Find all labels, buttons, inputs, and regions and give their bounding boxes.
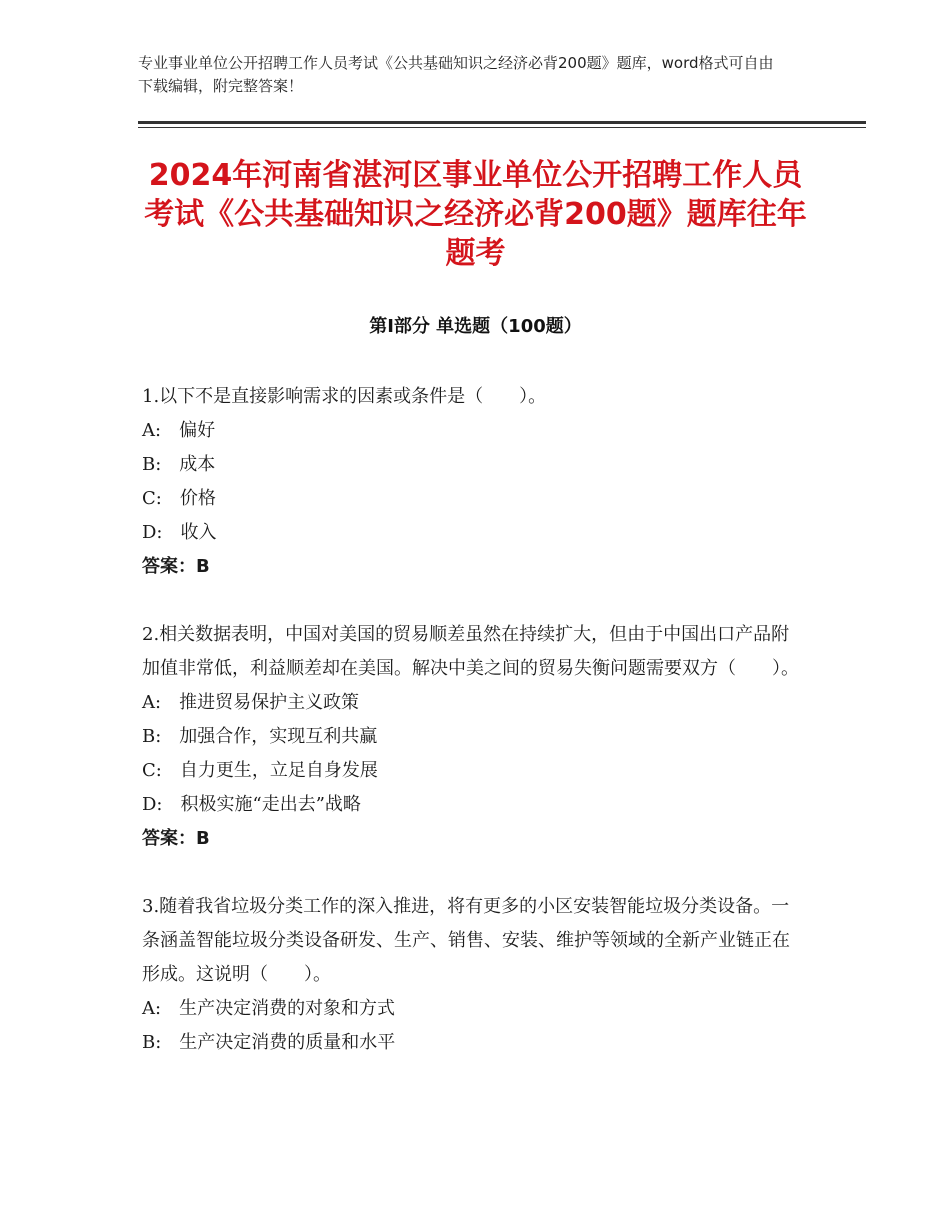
question-list: [142, 380, 802, 1060]
option-b: B: 加强合作，实现互利共赢: [142, 726, 378, 747]
question-stem: 3.随着我省垃圾分类工作的深入推进，将有更多的小区安装智能垃圾分类设备。一条涵盖智能垃圾分类设备研发、生产、销售、安装、维护等领域的全新产业链正在形成。这说明（ ）。: [142, 896, 790, 985]
header-divider-thin: [138, 127, 866, 128]
option-b: B: 生产决定消费的质量和水平: [142, 1032, 396, 1053]
header-note: 专业事业单位公开招聘工作人员考试《公共基础知识之经济必背200题》题库，word格式可自由下载编辑，附完整答案！: [138, 54, 774, 95]
option-c: C: 自力更生，立足自身发展: [142, 760, 378, 781]
answer: 答案：B: [142, 556, 210, 577]
question-stem: 1.以下不是直接影响需求的因素或条件是（ ）。: [142, 386, 547, 407]
option-d: D: 积极实施“走出去”战略: [142, 794, 361, 815]
question-3: [142, 890, 802, 1060]
question-stem: 2.相关数据表明，中国对美国的贸易顺差虽然在持续扩大，但由于中国出口产品附加值非常低，利益顺差却在美国。解决中美之间的贸易失衡问题需要双方（ ）。: [142, 624, 799, 679]
question-1: [142, 380, 802, 584]
header-divider-thick: [138, 121, 866, 124]
document-title: 2024年河南省湛河区事业单位公开招聘工作人员考试《公共基础知识之经济必背200题》题库往年题考: [144, 158, 807, 271]
option-d: D: 收入: [142, 522, 217, 543]
question-2: [142, 618, 802, 856]
section-title: 第Ⅰ部分 单选题（100题）: [369, 316, 582, 337]
option-c: C: 价格: [142, 488, 216, 509]
option-b: B: 成本: [142, 454, 216, 475]
answer: 答案：B: [142, 828, 210, 849]
option-a: A: 生产决定消费的对象和方式: [142, 998, 396, 1019]
option-a: A: 推进贸易保护主义政策: [142, 692, 360, 713]
option-a: A: 偏好: [142, 420, 216, 441]
